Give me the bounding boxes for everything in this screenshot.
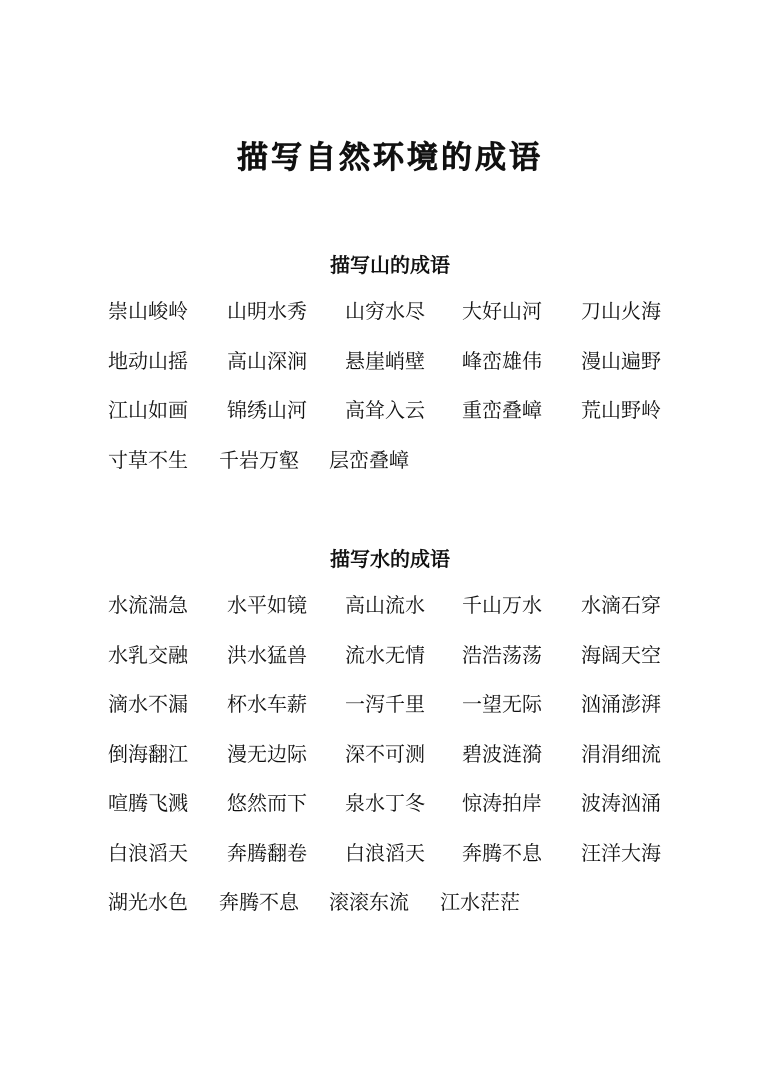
idiom-item: 锦绣山河 [227,398,307,422]
idiom-item: 泉水丁冬 [345,791,425,815]
idiom-list [0,590,780,937]
section-water-idioms [0,544,780,937]
idiom-item: 湖光水色 [108,890,188,914]
idiom-item: 悬崖峭壁 [345,348,425,373]
idiom-item: 浩浩荡荡 [462,642,542,667]
idiom-item: 海阔天空 [581,642,661,667]
section-heading: 描写水的成语 [330,547,450,571]
idiom-item: 洪水猛兽 [227,642,307,667]
idiom-item: 杯水车薪 [227,692,307,716]
idiom-item: 奔腾不息 [219,890,299,914]
page-title: 描写自然环境的成语 [237,140,543,176]
idiom-item: 流水无情 [345,642,425,667]
idiom-item: 奔腾翻卷 [227,840,307,865]
idiom-item: 涓涓细流 [581,741,661,766]
idiom-item: 倒海翻江 [108,741,188,766]
idiom-item: 一泻千里 [345,692,425,716]
idiom-item: 一望无际 [462,692,542,716]
idiom-item: 水滴石穿 [581,593,661,617]
idiom-item: 汹涌澎湃 [581,692,661,716]
idiom-item: 漫山遍野 [581,348,661,373]
idiom-item: 悠然而下 [227,791,307,815]
idiom-item: 荒山野岭 [581,398,661,422]
idiom-item: 白浪滔天 [345,840,425,865]
idiom-item: 千岩万壑 [219,447,299,472]
idiom-item: 山穷水尽 [345,299,425,323]
section-mountain-idioms [0,250,780,494]
idiom-item: 漫无边际 [227,741,307,766]
idiom-item: 江水茫茫 [440,890,520,914]
idiom-item: 崇山峻岭 [108,299,188,323]
idiom-item: 地动山摇 [108,348,188,373]
idiom-item: 滴水不漏 [108,692,188,716]
idiom-item: 白浪滔天 [108,840,188,865]
idiom-item: 寸草不生 [108,447,188,472]
idiom-item: 高耸入云 [345,398,425,422]
idiom-item: 喧腾飞溅 [108,791,188,815]
idiom-item: 惊涛拍岸 [462,791,542,815]
idiom-item: 碧波涟漪 [462,741,542,766]
idiom-item: 山明水秀 [227,299,307,323]
idiom-item: 水乳交融 [108,642,188,667]
idiom-item: 汪洋大海 [581,840,661,865]
idiom-item: 层峦叠嶂 [329,447,409,472]
idiom-item: 滚滚东流 [329,890,409,914]
idiom-item: 深不可测 [345,741,425,766]
section-heading: 描写山的成语 [330,253,450,277]
idiom-item: 刀山火海 [581,299,661,323]
idiom-list [0,296,780,494]
idiom-item: 峰峦雄伟 [462,348,542,373]
idiom-item: 千山万水 [462,593,542,617]
idiom-item: 重峦叠嶂 [462,398,542,422]
idiom-item: 奔腾不息 [462,840,542,865]
idiom-item: 江山如画 [108,398,188,422]
idiom-item: 水平如镜 [227,593,307,617]
idiom-item: 水流湍急 [108,593,188,617]
idiom-item: 高山深涧 [227,348,307,373]
idiom-item: 大好山河 [462,299,542,323]
idiom-item: 高山流水 [345,593,425,617]
idiom-item: 波涛汹涌 [581,791,661,815]
